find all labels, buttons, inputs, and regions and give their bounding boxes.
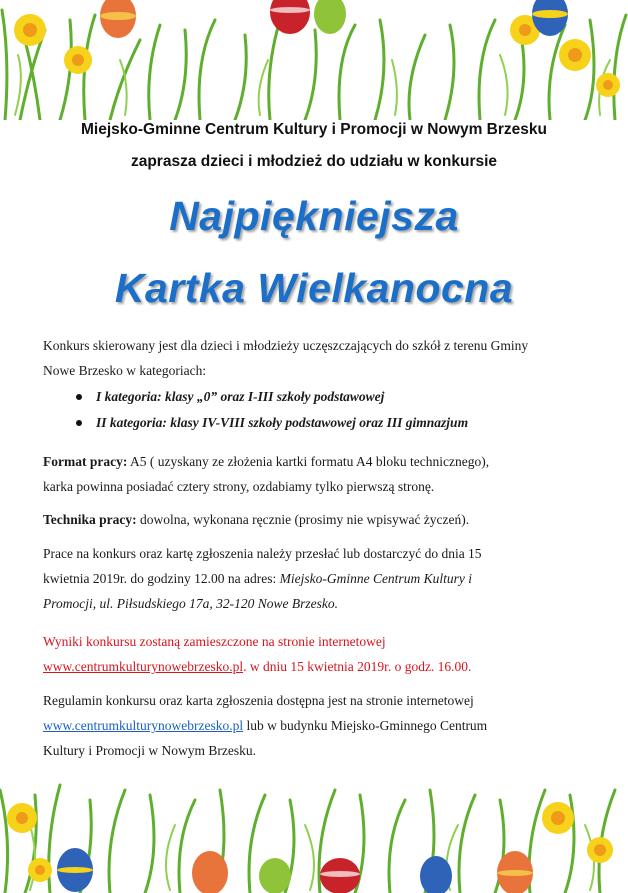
category-item: [76, 410, 628, 436]
format-label: Format pracy:: [43, 454, 128, 469]
intro-line2: Nowe Brzesko w kategoriach:: [43, 363, 207, 378]
format-line1: [43, 449, 603, 474]
results-website-link[interactable]: www.centrumkulturynowebrzesko.pl: [43, 659, 244, 674]
intro-line1: Konkurs skierowany jest dla dzieci i młodzieży uczęszczających do szkół z terenu Gminy: [43, 338, 529, 353]
technique-text: dowolna, wykonana ręcznie (prosimy nie wpisywać życzeń).: [136, 512, 470, 527]
rules-line3: Kultury i Promocji w Nowym Brzesku.: [43, 743, 256, 758]
rules-line2: [43, 713, 603, 738]
rules-website-link[interactable]: www.centrumkulturynowebrzesko.pl: [43, 718, 244, 733]
contest-title-line1: Najpiękniejsza: [169, 193, 459, 239]
easter-grass-top-decoration: [0, 0, 628, 120]
technique-label: Technika pracy:: [43, 512, 137, 527]
bullet-icon: [76, 394, 82, 400]
category-list: [76, 384, 628, 436]
easter-grass-bottom-decoration: [0, 770, 628, 893]
submission-line1: Prace na konkurs oraz kartę zgłoszenia należy przesłać lub dostarczyć do dnia 15: [43, 546, 482, 561]
results-line1: Wyniki konkursu zostaną zamieszczone na stronie internetowej: [43, 634, 386, 649]
submission-deadline: kwietnia 2019r. do godziny 12.00 na adres:: [43, 571, 280, 586]
submission-address-part1: Miejsko-Gminne Centrum Kultury i: [279, 571, 472, 586]
results-line2: [43, 654, 603, 679]
rules-location: lub w budynku Miejsko-Gminnego Centrum: [243, 718, 488, 733]
submission-address-part2: Promocji, ul. Piłsudskiego 17a, 32-120 Nowe Brzesko.: [43, 596, 338, 611]
category-item: [76, 384, 628, 410]
easter-egg-icon: [57, 848, 533, 893]
format-paragraph: [43, 449, 603, 499]
easter-egg-icon: [100, 0, 568, 38]
contest-title-line2: Kartka Wielkanocna: [114, 265, 514, 311]
category-label: II kategoria: klasy IV-VIII szkoły podstawowej oraz III gimnazjum: [96, 415, 469, 430]
results-date: . w dniu 15 kwietnia 2019r. o godz. 16.00.: [243, 659, 472, 674]
technique-paragraph: [43, 507, 603, 532]
results-paragraph: [43, 629, 603, 679]
submission-paragraph: [43, 541, 603, 616]
organizer-heading: Miejsko-Gminne Centrum Kultury i Promocji w Nowym Brzesku: [81, 121, 547, 138]
format-line2: karka powinna posiadać cztery strony, ozdabiamy tylko pierwszą stronę.: [43, 479, 435, 494]
rules-line1: Regulamin konkursu oraz karta zgłoszenia dostępna jest na stronie internetowej: [43, 693, 474, 708]
category-label: I kategoria: klasy „0” oraz I-III szkoły podstawowej: [96, 389, 385, 404]
format-text: A5 ( uzyskany ze złożenia kartki formatu A4 bloku technicznego),: [127, 454, 490, 469]
invitation-heading: zaprasza dzieci i młodzież do udziału w konkursie: [130, 153, 498, 170]
submission-line2: [43, 566, 603, 591]
intro-paragraph: [43, 333, 603, 383]
bullet-icon: [76, 420, 82, 426]
rules-paragraph: [43, 688, 603, 763]
